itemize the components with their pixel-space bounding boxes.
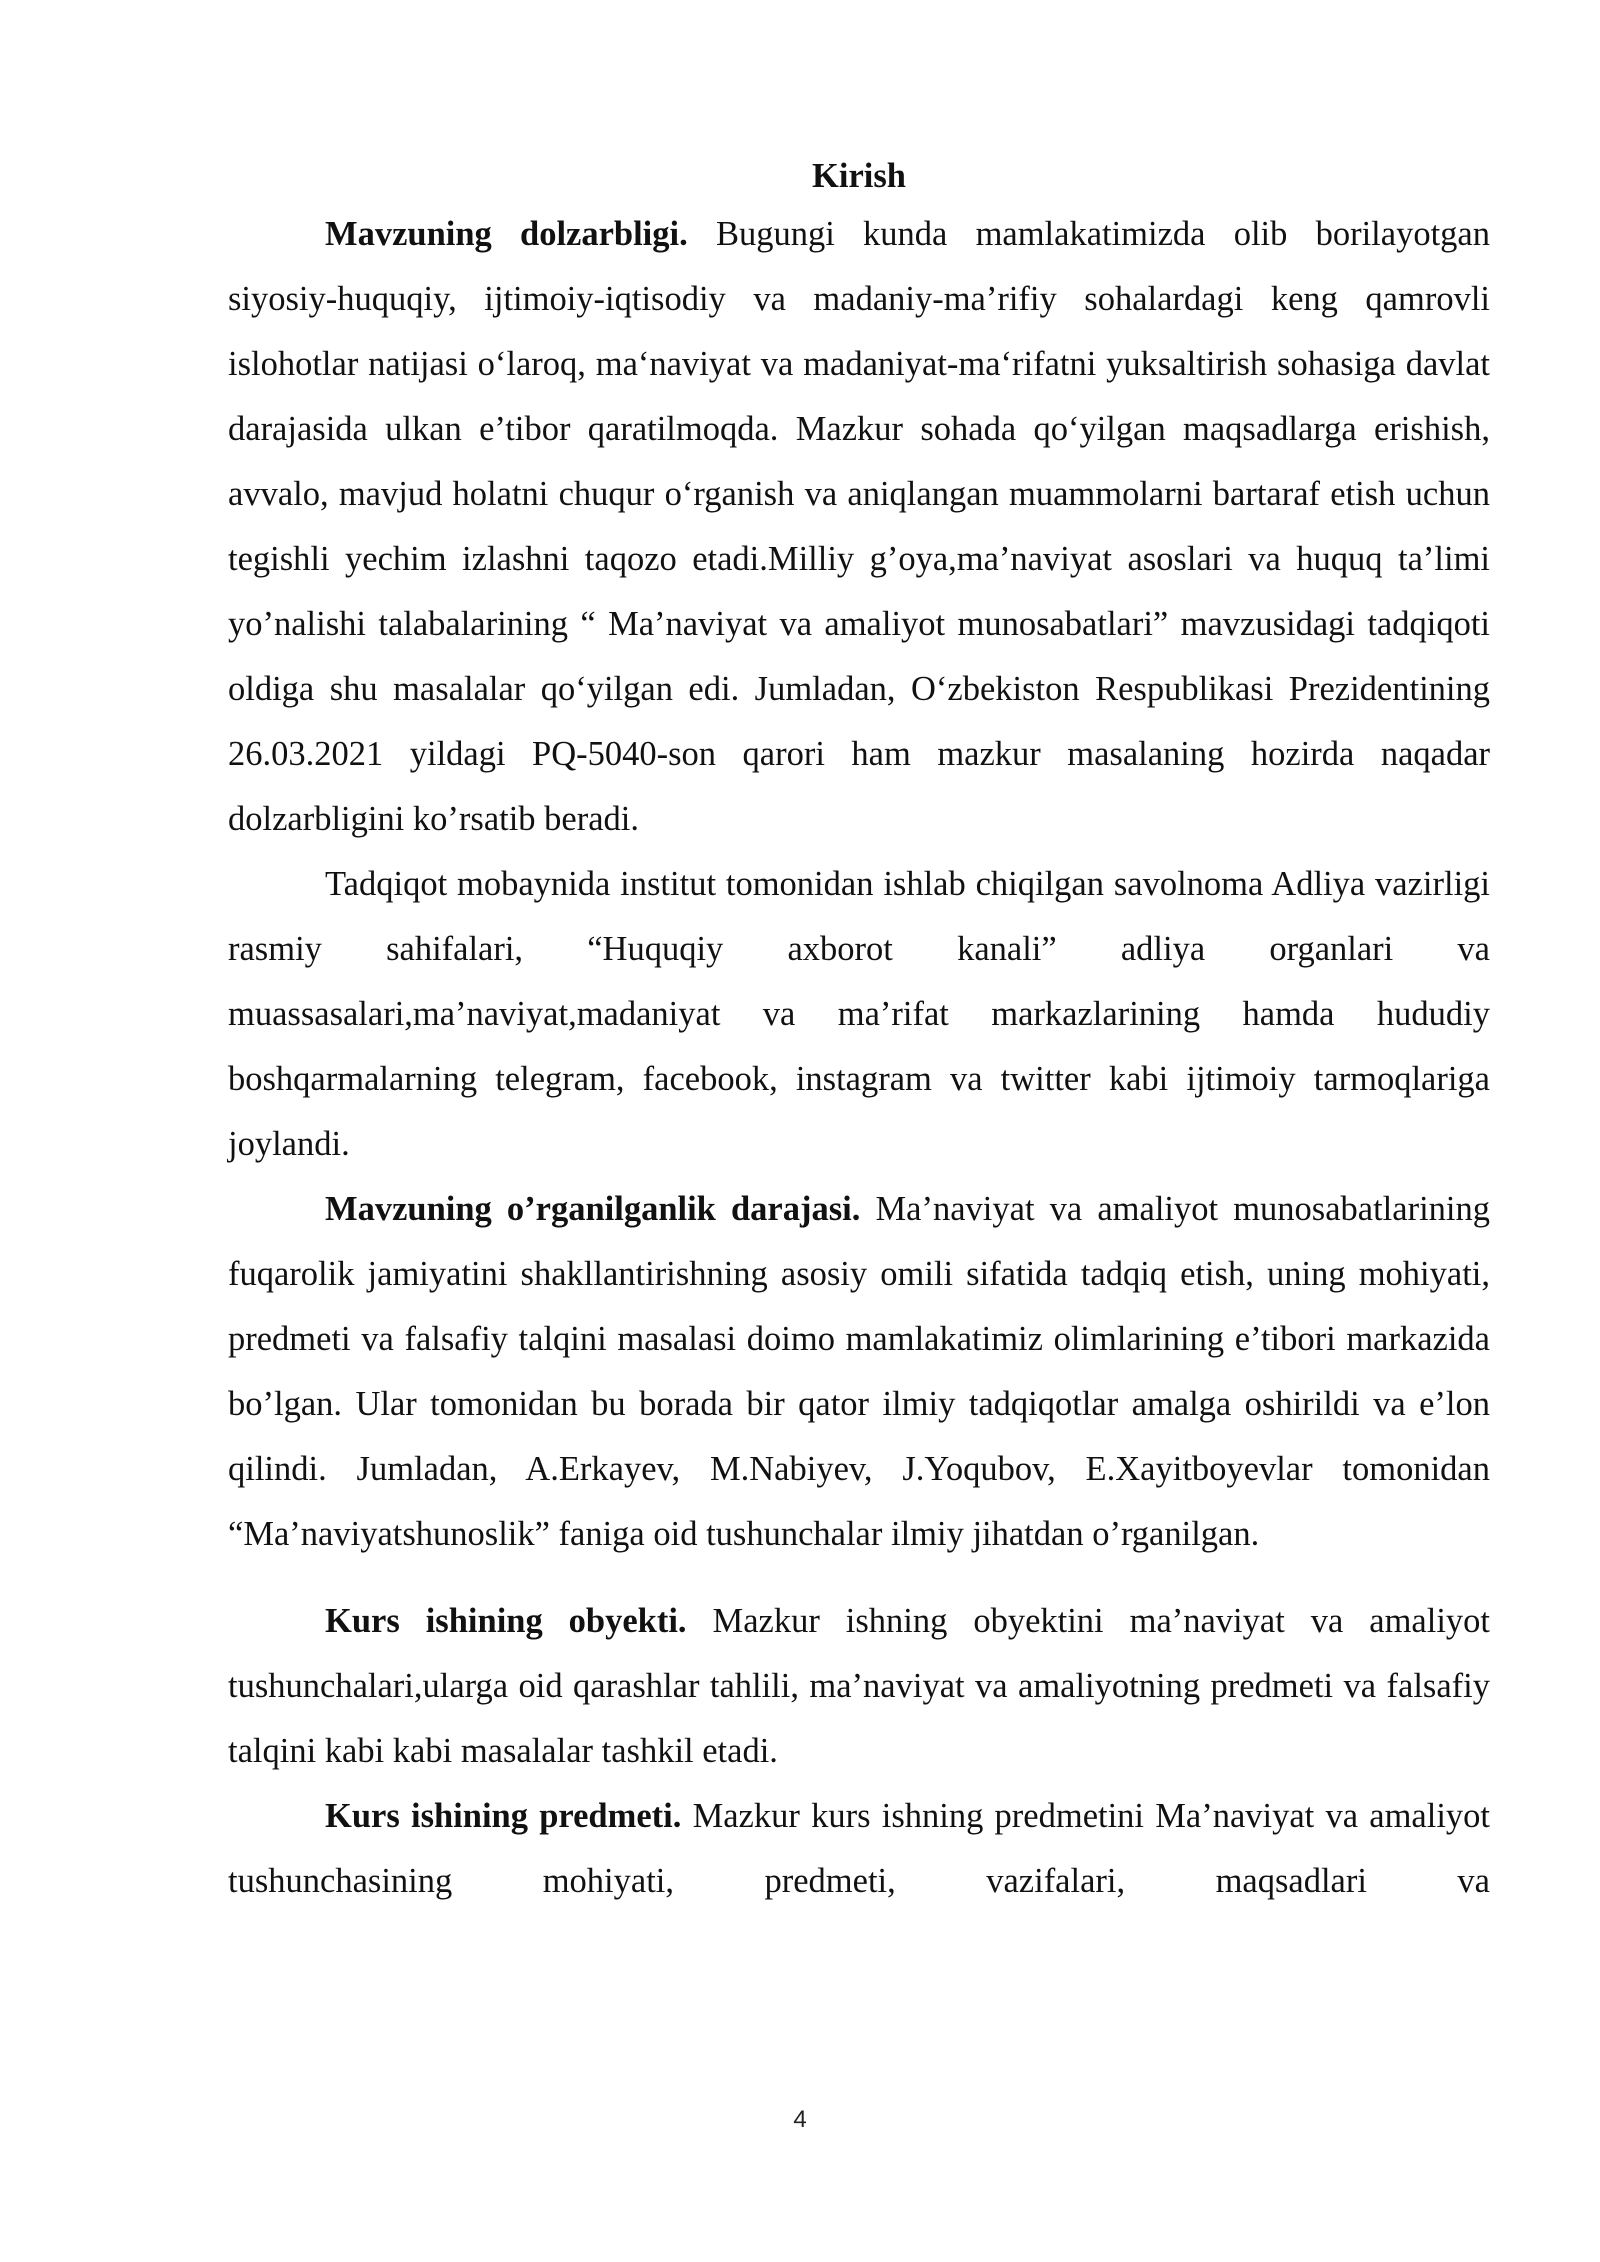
page-content [228,150,1490,1914]
paragraph-text: Bugungi kunda mamlakatimizda olib borilayotgan siyosiy-huquqiy, ijtimoiy-iqtisodiy va madaniy-ma’rifiy sohalardagi keng qamrovli islohotlar natijasi o‘laroq, ma‘naviyat va madaniyat-ma‘rifatni yuksaltirish sohasiga davlat darajasida ulkan e’tibor qaratilmoqda. Mazkur sohada qo‘yilgan maqsadlarga erishish, avvalo, mavjud holatni chuqur o‘rganish va aniqlangan muammolarni bartaraf etish uchun tegishli yechim izlashni taqozo etadi.Milliy g’oya,ma’naviyat asoslari va huquq ta’limi yo’nalishi talabalarining “ Ma’naviyat va amaliyot munosabatlari” mavzusidagi tadqiqoti oldiga shu masalalar qo‘yilgan edi. Jumladan, O‘zbekiston Respublikasi Prezidentining 26.03.2021 yildagi PQ-5040-son qarori ham mazkur masalaning hozirda naqadar dolzarbligini ko’rsatib beradi. [228,215,1490,838]
page-title: Kirish [812,157,906,195]
paragraph-lead: Kurs ishining predmeti. [325,1797,682,1835]
paragraph-survey [228,852,1490,1177]
paragraph-text: Mazkur kurs ishning predmetini Ma’naviyat va amaliyot tushunchasining mohiyati, predmeti, vazifalari, maqsadlari va [228,1797,1490,1900]
paragraph-lead: Mavzuning o’rganilganlik darajasi. [325,1190,861,1228]
paragraph-spacer [228,1567,1490,1589]
paragraph-text: Ma’naviyat va amaliyot munosabatlarining fuqarolik jamiyatini shakllantirishning asosiy omili sifatida tadqiq etish, uning mohiyati, predmeti va falsafiy talqini masalasi doimo mamlakatimiz olimlarining e’tibori markazida bo’lgan. Ular tomonidan bu borada bir qator ilmiy tadqiqotlar amalga oshirildi va e’lon qilindi. Jumladan, A.Erkayev, M.Nabiyev, J.Yoqubov, E.Xayitboyevlar tomonidan “Ma’naviyatshunoslik” faniga oid tushunchalar ilmiy jihatdan o’rganilgan. [228,1190,1490,1553]
page-number: 4 [793,2106,807,2133]
paragraph-text: Tadqiqot mobaynida institut tomonidan ishlab chiqilgan savolnoma Adliya vazirligi rasmiy sahifalari, “Huquqiy axborot kanali” adliya organlari va muassasalari,ma’naviyat,madaniyat va ma’rifat markazlarining hamda hududiy boshqarmalarning telegram, facebook, instagram va twitter kabi ijtimoiy tarmoqlariga joylandi. [228,865,1490,1163]
paragraph-text: Mazkur ishning obyektini ma’naviyat va amaliyot tushunchalari,ularga oid qarashlar tahlili, ma’naviyat va amaliyotning predmeti va falsafiy talqini kabi kabi masalalar tashkil etadi. [228,1602,1490,1770]
paragraph-object [228,1589,1490,1784]
paragraph-subject [228,1784,1490,1914]
paragraph-study-level [228,1177,1490,1567]
paragraph-relevance [228,202,1490,852]
paragraph-lead: Mavzuning dolzarbligi. [325,215,688,253]
paragraph-lead: Kurs ishining obyekti. [325,1602,687,1640]
